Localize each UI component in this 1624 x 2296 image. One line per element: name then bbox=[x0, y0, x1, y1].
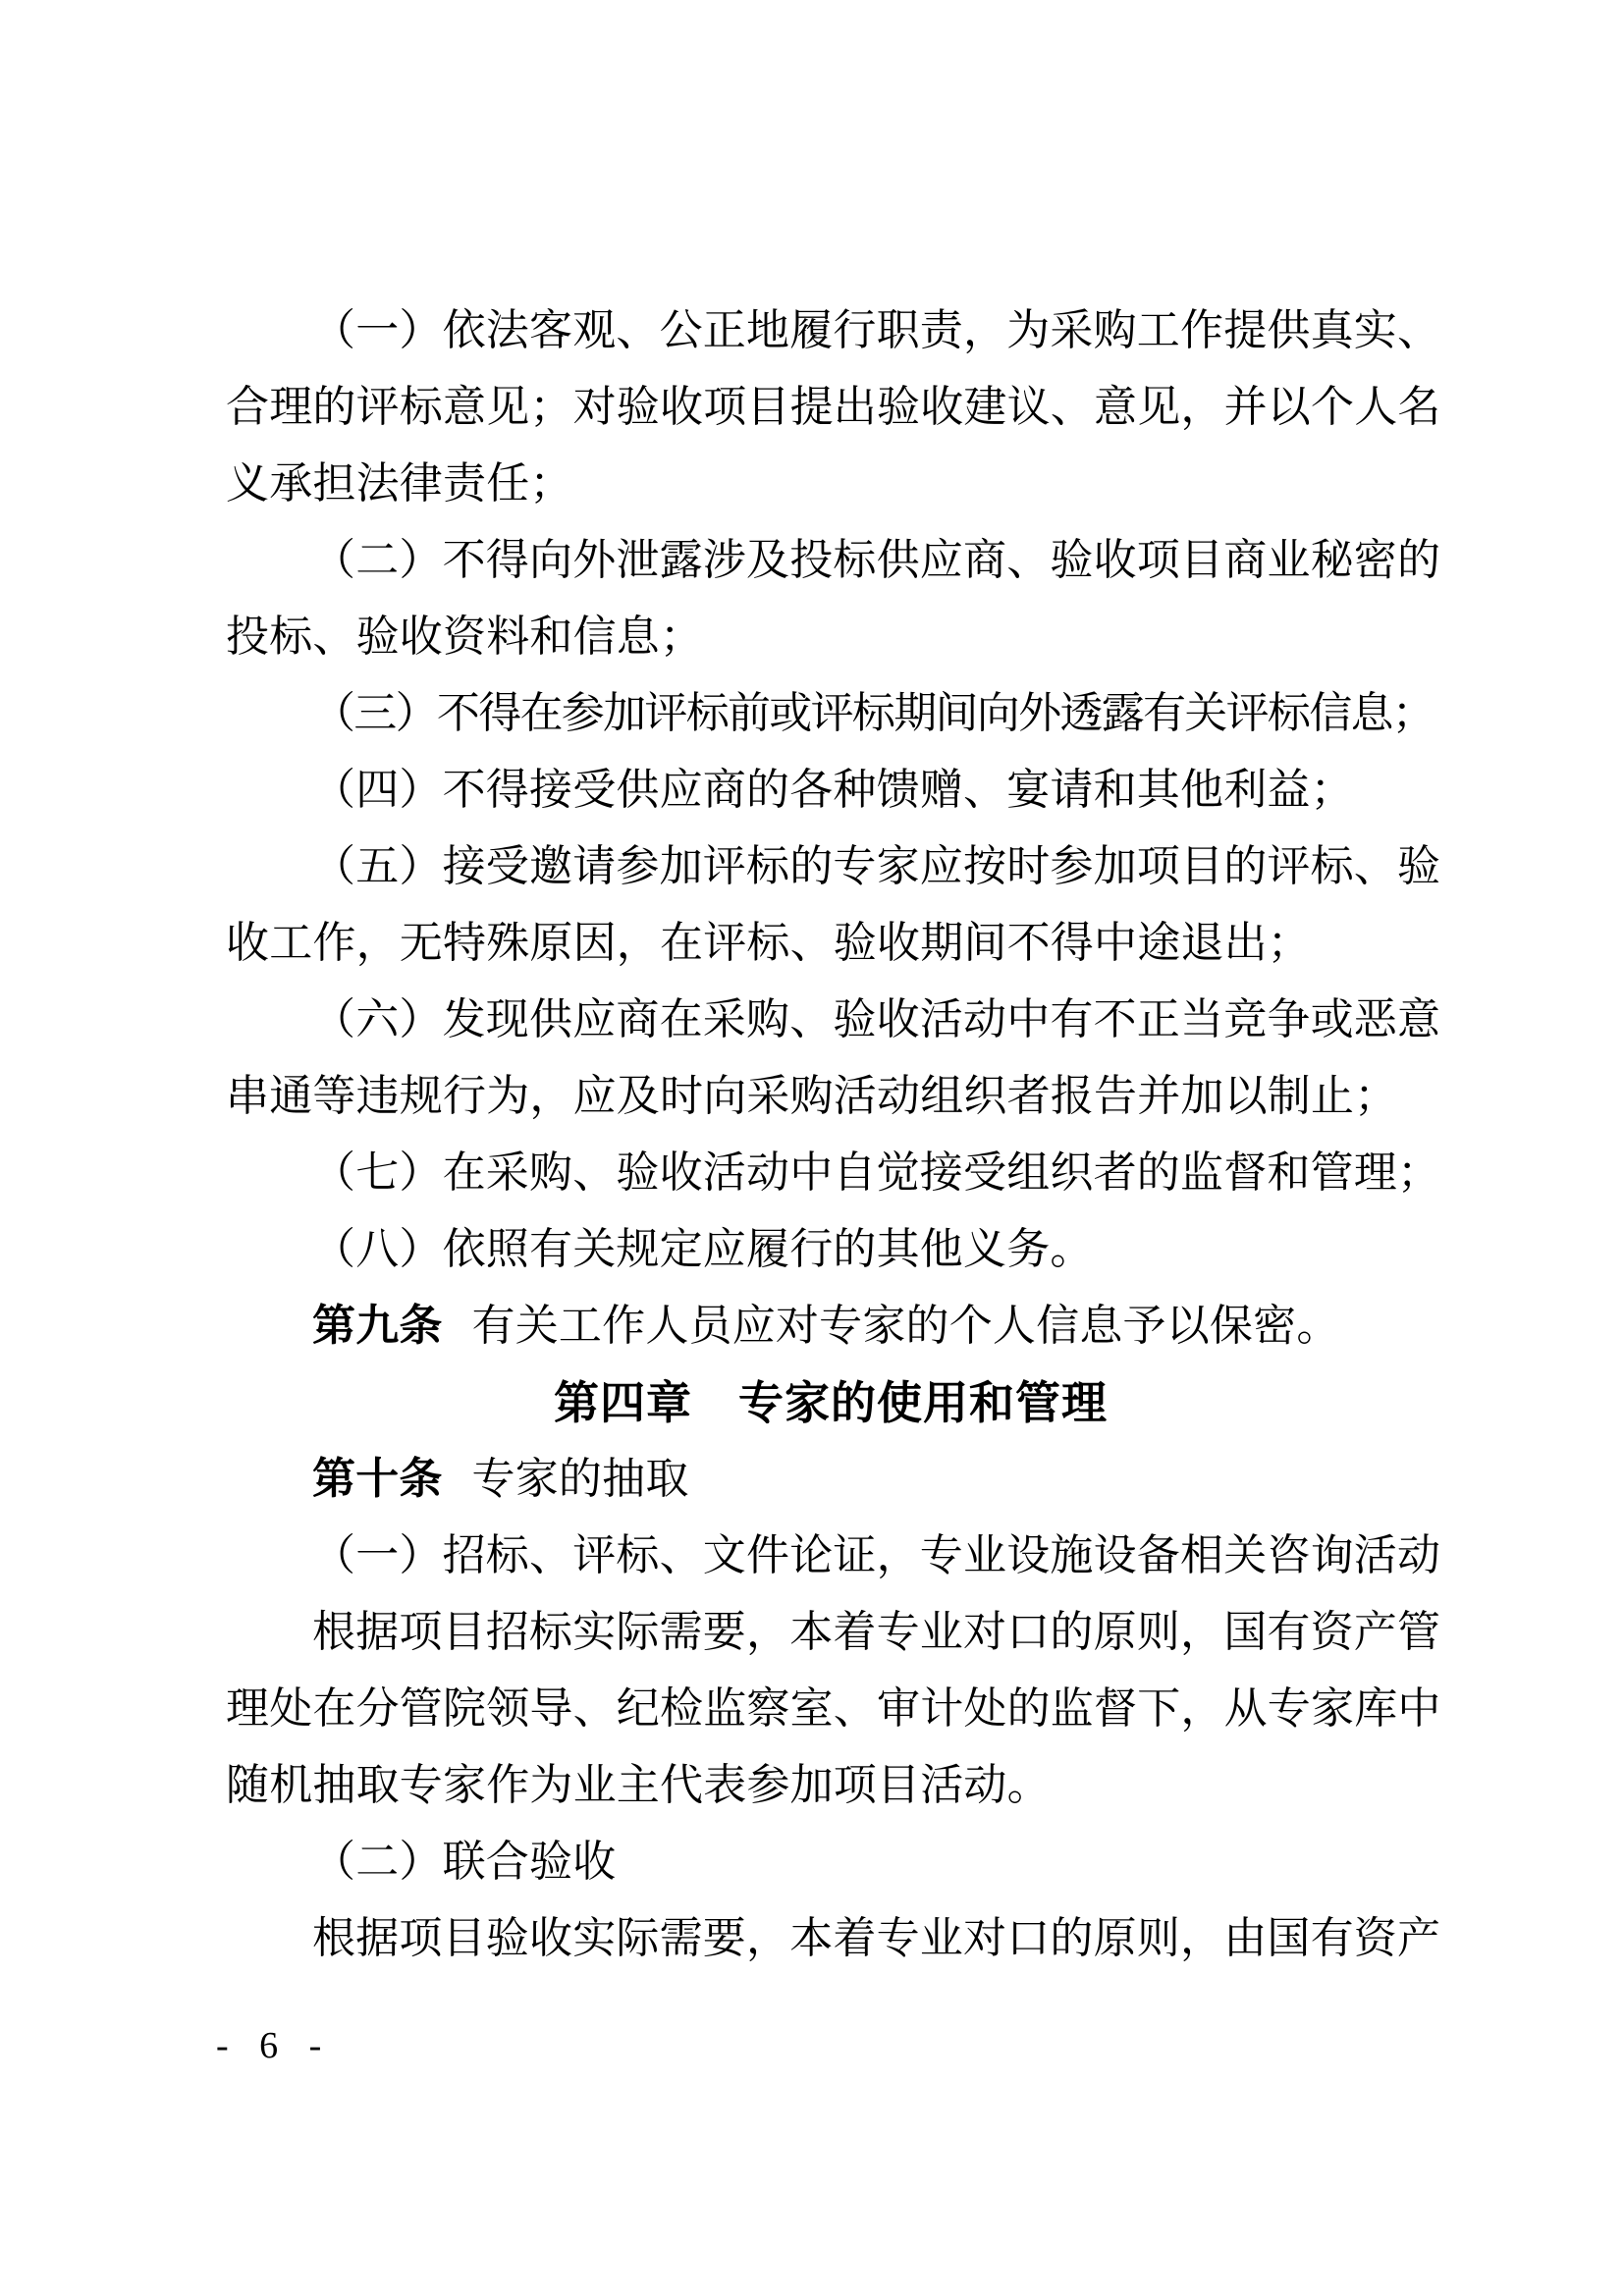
document-line: 随机抽取专家作为业主代表参加项目活动。 bbox=[226, 1761, 1051, 1809]
document-line: （七）在采购、验收活动中自觉接受组织者的监督和管理； bbox=[312, 1148, 1441, 1197]
text-block bbox=[226, 293, 1441, 1977]
document-line: （三）不得在参加评标前或评标期间向外透露有关评标信息； bbox=[312, 689, 1435, 737]
document-line: （五）接受邀请参加评标的专家应按时参加项目的评标、验 bbox=[312, 842, 1441, 890]
document-line bbox=[226, 1441, 1435, 1518]
document-line: （一）依法客观、公正地履行职责，为采购工作提供真实、 bbox=[312, 306, 1441, 354]
article-number-label: 第九条 bbox=[312, 1302, 443, 1350]
article-number-label: 第十条 bbox=[312, 1455, 443, 1503]
document-line: 义承担法律责任； bbox=[226, 459, 573, 507]
document-line: （六）发现供应商在采购、验收活动中有不正当竞争或恶意 bbox=[312, 995, 1441, 1043]
document-line: 合理的评标意见；对验收项目提出验收建议、意见，并以个人名 bbox=[226, 383, 1441, 431]
document-line: 理处在分管院领导、纪检监察室、审计处的监督下，从专家库中 bbox=[226, 1684, 1441, 1733]
document-line: 根据项目验收实际需要，本着专业对口的原则，由国有资产 bbox=[312, 1914, 1441, 1962]
document-line: （二）联合验收 bbox=[312, 1838, 617, 1886]
document-line: 投标、验收资料和信息； bbox=[226, 613, 704, 661]
article-text: 有关工作人员应对专家的个人信息予以保密。 bbox=[471, 1302, 1340, 1350]
document-line: （四）不得接受供应商的各种馈赠、宴请和其他利益； bbox=[312, 766, 1354, 814]
chapter-heading: 第四章 专家的使用和管理 bbox=[554, 1377, 1108, 1428]
document-line: 根据项目招标实际需要，本着专业对口的原则，国有资产管 bbox=[312, 1608, 1441, 1656]
document-line: （二）不得向外泄露涉及投标供应商、验收项目商业秘密的 bbox=[312, 536, 1441, 584]
document-line: 收工作，无特殊原因，在评标、验收期间不得中途退出； bbox=[226, 919, 1311, 967]
document-line: 串通等违规行为，应及时向采购活动组织者报告并加以制止； bbox=[226, 1072, 1398, 1120]
page-number: - 6 - bbox=[216, 2025, 328, 2066]
document-line: （八）依照有关规定应履行的其他义务。 bbox=[312, 1225, 1094, 1273]
article-text: 专家的抽取 bbox=[471, 1455, 689, 1503]
document-line: （一）招标、评标、文件论证，专业设施设备相关咨询活动 bbox=[312, 1531, 1441, 1579]
document-line bbox=[226, 1288, 1435, 1364]
